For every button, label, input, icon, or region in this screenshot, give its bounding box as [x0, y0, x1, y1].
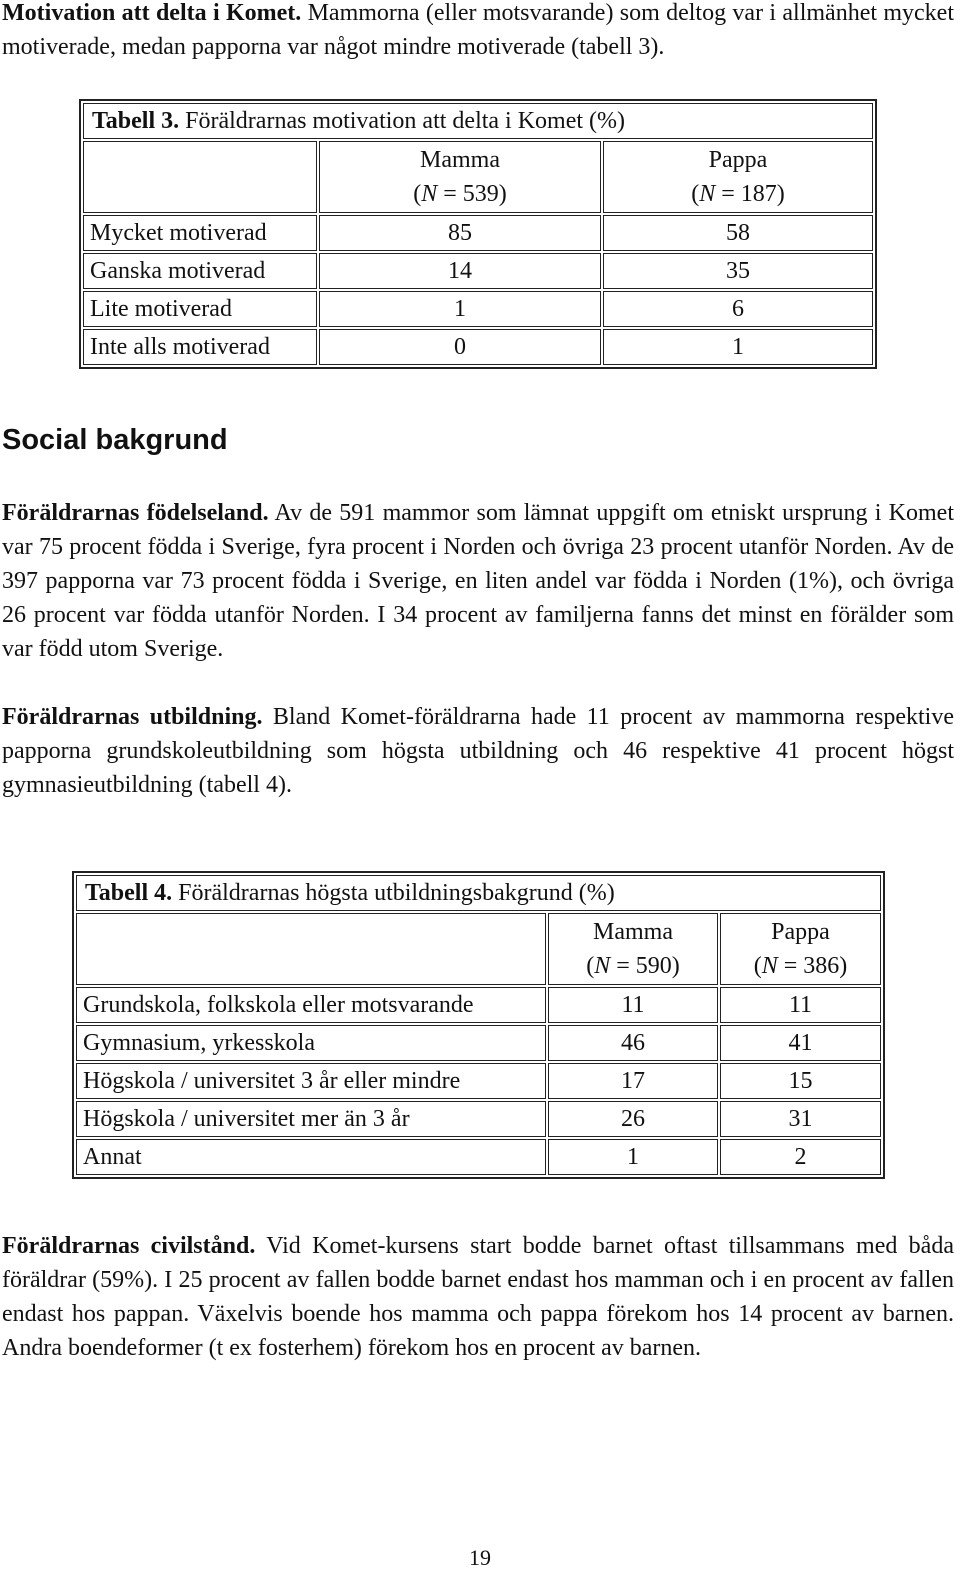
birth-heading: Föräldrarnas födelseland. — [2, 500, 269, 526]
n-label: N — [594, 953, 611, 979]
table-4-header-mamma: Mamma (N = 590) — [548, 913, 718, 985]
pappa-value: 2 — [720, 1139, 881, 1175]
column-name: Mamma — [593, 919, 673, 945]
n-value: = 539 — [437, 181, 499, 207]
page-number: 19 — [469, 1545, 491, 1570]
row-label: Inte alls motiverad — [83, 329, 317, 365]
pappa-value: 31 — [720, 1101, 881, 1137]
intro-paragraph — [2, 0, 954, 64]
education-text: Bland Komet-föräldrarna hade 11 procent av mammorna respektive papporna grundskoleutbildning som högsta utbildning och 46 respektive 41 procent högst gymnasieutbildning (tabell 4). — [2, 704, 954, 798]
table-4-caption-label: Tabell 4. — [85, 880, 173, 906]
column-name: Pappa — [708, 147, 768, 173]
table-3-header-mamma: Mamma (N = 539) — [319, 141, 601, 213]
row-label: Ganska motiverad — [83, 253, 317, 289]
mamma-value: 11 — [548, 987, 718, 1023]
pappa-value: 35 — [603, 253, 873, 289]
mamma-value: 0 — [319, 329, 601, 365]
table-3-header-pappa: Pappa (N = 187) — [603, 141, 873, 213]
table-4-header-pappa: Pappa (N = 386) — [720, 913, 881, 985]
n-value: = 187 — [715, 181, 777, 207]
table-row — [83, 215, 873, 251]
intro-text: Mammorna (eller motsvarande) som deltog var i allmänhet mycket motiverade, medan papporna var något mindre motiverade (tabell 3). — [2, 0, 954, 60]
table-3-caption — [83, 103, 873, 139]
column-name: Pappa — [771, 919, 830, 945]
mamma-value: 46 — [548, 1025, 718, 1061]
table-4 — [72, 871, 885, 1179]
table-row — [76, 1139, 881, 1175]
row-label: Mycket motiverad — [83, 215, 317, 251]
pappa-value: 1 — [603, 329, 873, 365]
civil-heading: Föräldrarnas civilstånd. — [2, 1233, 256, 1259]
table-row — [76, 987, 881, 1023]
pappa-value: 41 — [720, 1025, 881, 1061]
civil-paragraph — [2, 1229, 954, 1365]
n-label: N — [761, 953, 778, 979]
row-label: Högskola / universitet mer än 3 år — [76, 1101, 546, 1137]
table-3-header-empty — [83, 141, 317, 213]
row-label: Annat — [76, 1139, 546, 1175]
section-title: Social bakgrund — [2, 424, 228, 456]
table-3-caption-text: Föräldrarnas motivation att delta i Komet (%) — [179, 108, 626, 134]
pappa-value: 15 — [720, 1063, 881, 1099]
table-4-caption — [76, 875, 881, 911]
table-row — [76, 1101, 881, 1137]
n-label: N — [421, 181, 438, 207]
pappa-value: 11 — [720, 987, 881, 1023]
birth-text: Av de 591 mammor som lämnat uppgift om etniskt ursprung i Komet var 75 procent födda i Sverige, fyra procent i Norden och övriga 23 procent utanför Norden. Av de 397 papporna var 73 procent födda i Sverige, en liten andel var födda i Norden (1%), och övriga 26 procent var födda utanför Norden. I 34 procent av familjerna fanns det minst en förälder som var född utom Sverige. — [2, 500, 954, 662]
row-label: Lite motiverad — [83, 291, 317, 327]
education-paragraph — [2, 700, 954, 802]
column-name: Mamma — [420, 147, 500, 173]
table-row — [83, 291, 873, 327]
pappa-value: 58 — [603, 215, 873, 251]
n-label: N — [699, 181, 716, 207]
table-3-caption-label: Tabell 3. — [92, 108, 180, 134]
table-row — [76, 1025, 881, 1061]
intro-heading: Motivation att delta i Komet. — [2, 0, 302, 26]
table-row — [83, 329, 873, 365]
mamma-value: 1 — [548, 1139, 718, 1175]
n-value: = 590) — [610, 953, 680, 979]
pappa-value: 6 — [603, 291, 873, 327]
row-label: Gymnasium, yrkesskola — [76, 1025, 546, 1061]
table-4-header-empty — [76, 913, 546, 985]
mamma-value: 26 — [548, 1101, 718, 1137]
table-row — [83, 253, 873, 289]
row-label: Grundskola, folkskola eller motsvarande — [76, 987, 546, 1023]
row-label: Högskola / universitet 3 år eller mindre — [76, 1063, 546, 1099]
table-3 — [79, 99, 877, 369]
birth-paragraph — [2, 496, 954, 666]
mamma-value: 17 — [548, 1063, 718, 1099]
education-heading: Föräldrarnas utbildning. — [2, 704, 263, 730]
table-row — [76, 1063, 881, 1099]
table-4-caption-text: Föräldrarnas högsta utbildningsbakgrund (%) — [172, 880, 615, 906]
mamma-value: 85 — [319, 215, 601, 251]
civil-text: Vid Komet-kursens start bodde barnet oftast tillsammans med båda föräldrar (59%). I 25 procent av fallen bodde barnet endast hos mamman och i en procent av fallen endast hos pappan. Växelvis boende hos mamma och pappa förekom hos 14 procent av barnen. Andra boendeformer (t ex fosterhem) förekom hos en procent av barnen. — [2, 1233, 954, 1361]
n-value: = 386) — [777, 953, 848, 979]
mamma-value: 14 — [319, 253, 601, 289]
mamma-value: 1 — [319, 291, 601, 327]
